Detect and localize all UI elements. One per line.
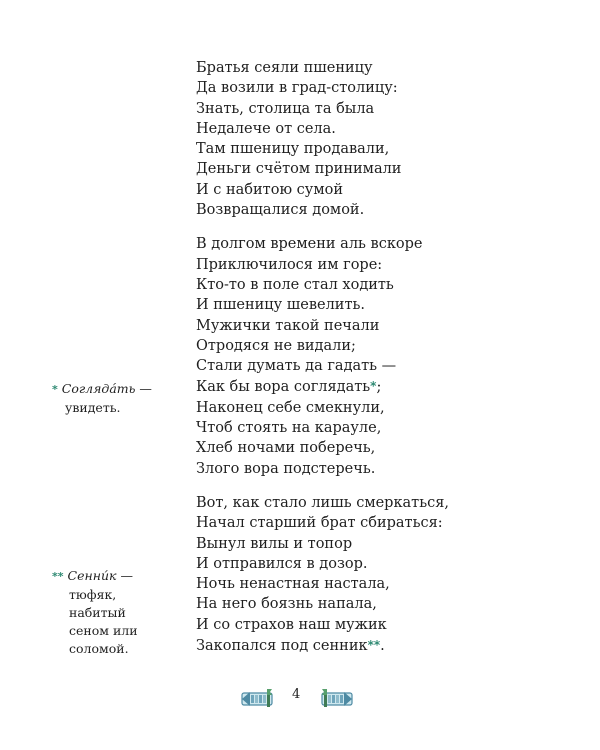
footnote-marker: ** <box>52 570 64 583</box>
poem-line-punctuation: . <box>380 638 385 655</box>
poem-line: И пшеницу шевелить. <box>196 297 365 314</box>
footnote-sennik <box>52 567 138 658</box>
prev-page-button[interactable] <box>236 684 276 710</box>
poem-line: Чтоб стоять на карауле, <box>196 420 382 437</box>
poem-line <box>196 635 496 656</box>
poem-line: Недалече от села. <box>196 120 336 137</box>
poem-line: Ночь ненастная настала, <box>196 576 390 593</box>
poem-line: В долгом времени аль вскоре <box>196 236 423 253</box>
poem-line-text: Как бы вора соглядать <box>196 379 371 396</box>
page-number: 4 <box>292 687 301 702</box>
poem-line: Вот, как стало лишь смеркаться, <box>196 494 449 511</box>
poem-line: И с набитою сумой <box>196 181 343 198</box>
poem-line: Мужички такой печали <box>196 317 380 334</box>
poem-line: Деньги счётом принимали <box>196 161 402 178</box>
footnote-definition: соломой. <box>69 641 129 656</box>
footnote-marker: ** <box>367 638 381 653</box>
poem-line: Кто-то в поле стал ходить <box>196 276 394 293</box>
poem-line: Там пшеницу продавали, <box>196 141 390 158</box>
footnote-sogliadat <box>52 380 152 417</box>
book-back-icon <box>236 684 276 710</box>
stanza-3 <box>196 493 496 656</box>
footnote-definition: тюфяк, <box>69 587 117 602</box>
poem-line: Наконец себе смекнули, <box>196 399 385 416</box>
book-forward-icon <box>318 684 358 710</box>
poem-line: Хлеб ночами поберечь, <box>196 440 376 457</box>
footnote-definition: увидеть. <box>65 400 121 415</box>
stanza-2 <box>196 234 496 479</box>
footnote-heading <box>52 567 138 586</box>
footnote-dash: — <box>135 381 152 396</box>
poem-line: Начал старший брат сбираться: <box>196 515 443 532</box>
page-footer <box>0 684 600 712</box>
footnote-definition: сеном или <box>69 623 138 638</box>
footnote-term: Соглядáть <box>61 381 136 396</box>
footnote-term: Сенни́к <box>67 568 117 583</box>
footnote-dash: — <box>116 568 133 583</box>
poem-line: Приключилося им горе: <box>196 256 383 273</box>
footnote-marker: * <box>52 383 58 396</box>
poem-line: Стали думать да гадать — <box>196 358 397 375</box>
poem-line: На него боязнь напала, <box>196 596 377 613</box>
poem-body <box>196 58 496 670</box>
footnote-heading <box>52 380 152 399</box>
poem-line: Отродяся не видали; <box>196 337 356 354</box>
poem-line: Злого вора подстеречь. <box>196 460 376 477</box>
footnote-definition: набитый <box>69 605 126 620</box>
poem-line: Братья сеяли пшеницу <box>196 60 373 76</box>
poem-line: И со страхов наш мужик <box>196 616 387 633</box>
poem-line: Да возили в град-столицу: <box>196 80 398 97</box>
poem-line: Знать, столица та была <box>196 100 375 117</box>
stanza-1 <box>196 58 496 220</box>
poem-line: Возвращалися домой. <box>196 202 365 219</box>
poem-line: И отправился в дозор. <box>196 555 368 572</box>
poem-line <box>196 376 496 397</box>
footnote-marker: * <box>370 379 377 394</box>
poem-line-text: Закопался под сенник <box>196 638 368 655</box>
poem-line-punctuation: ; <box>376 379 382 396</box>
poem-line: Вынул вилы и топор <box>196 535 353 552</box>
next-page-button[interactable] <box>318 684 358 710</box>
